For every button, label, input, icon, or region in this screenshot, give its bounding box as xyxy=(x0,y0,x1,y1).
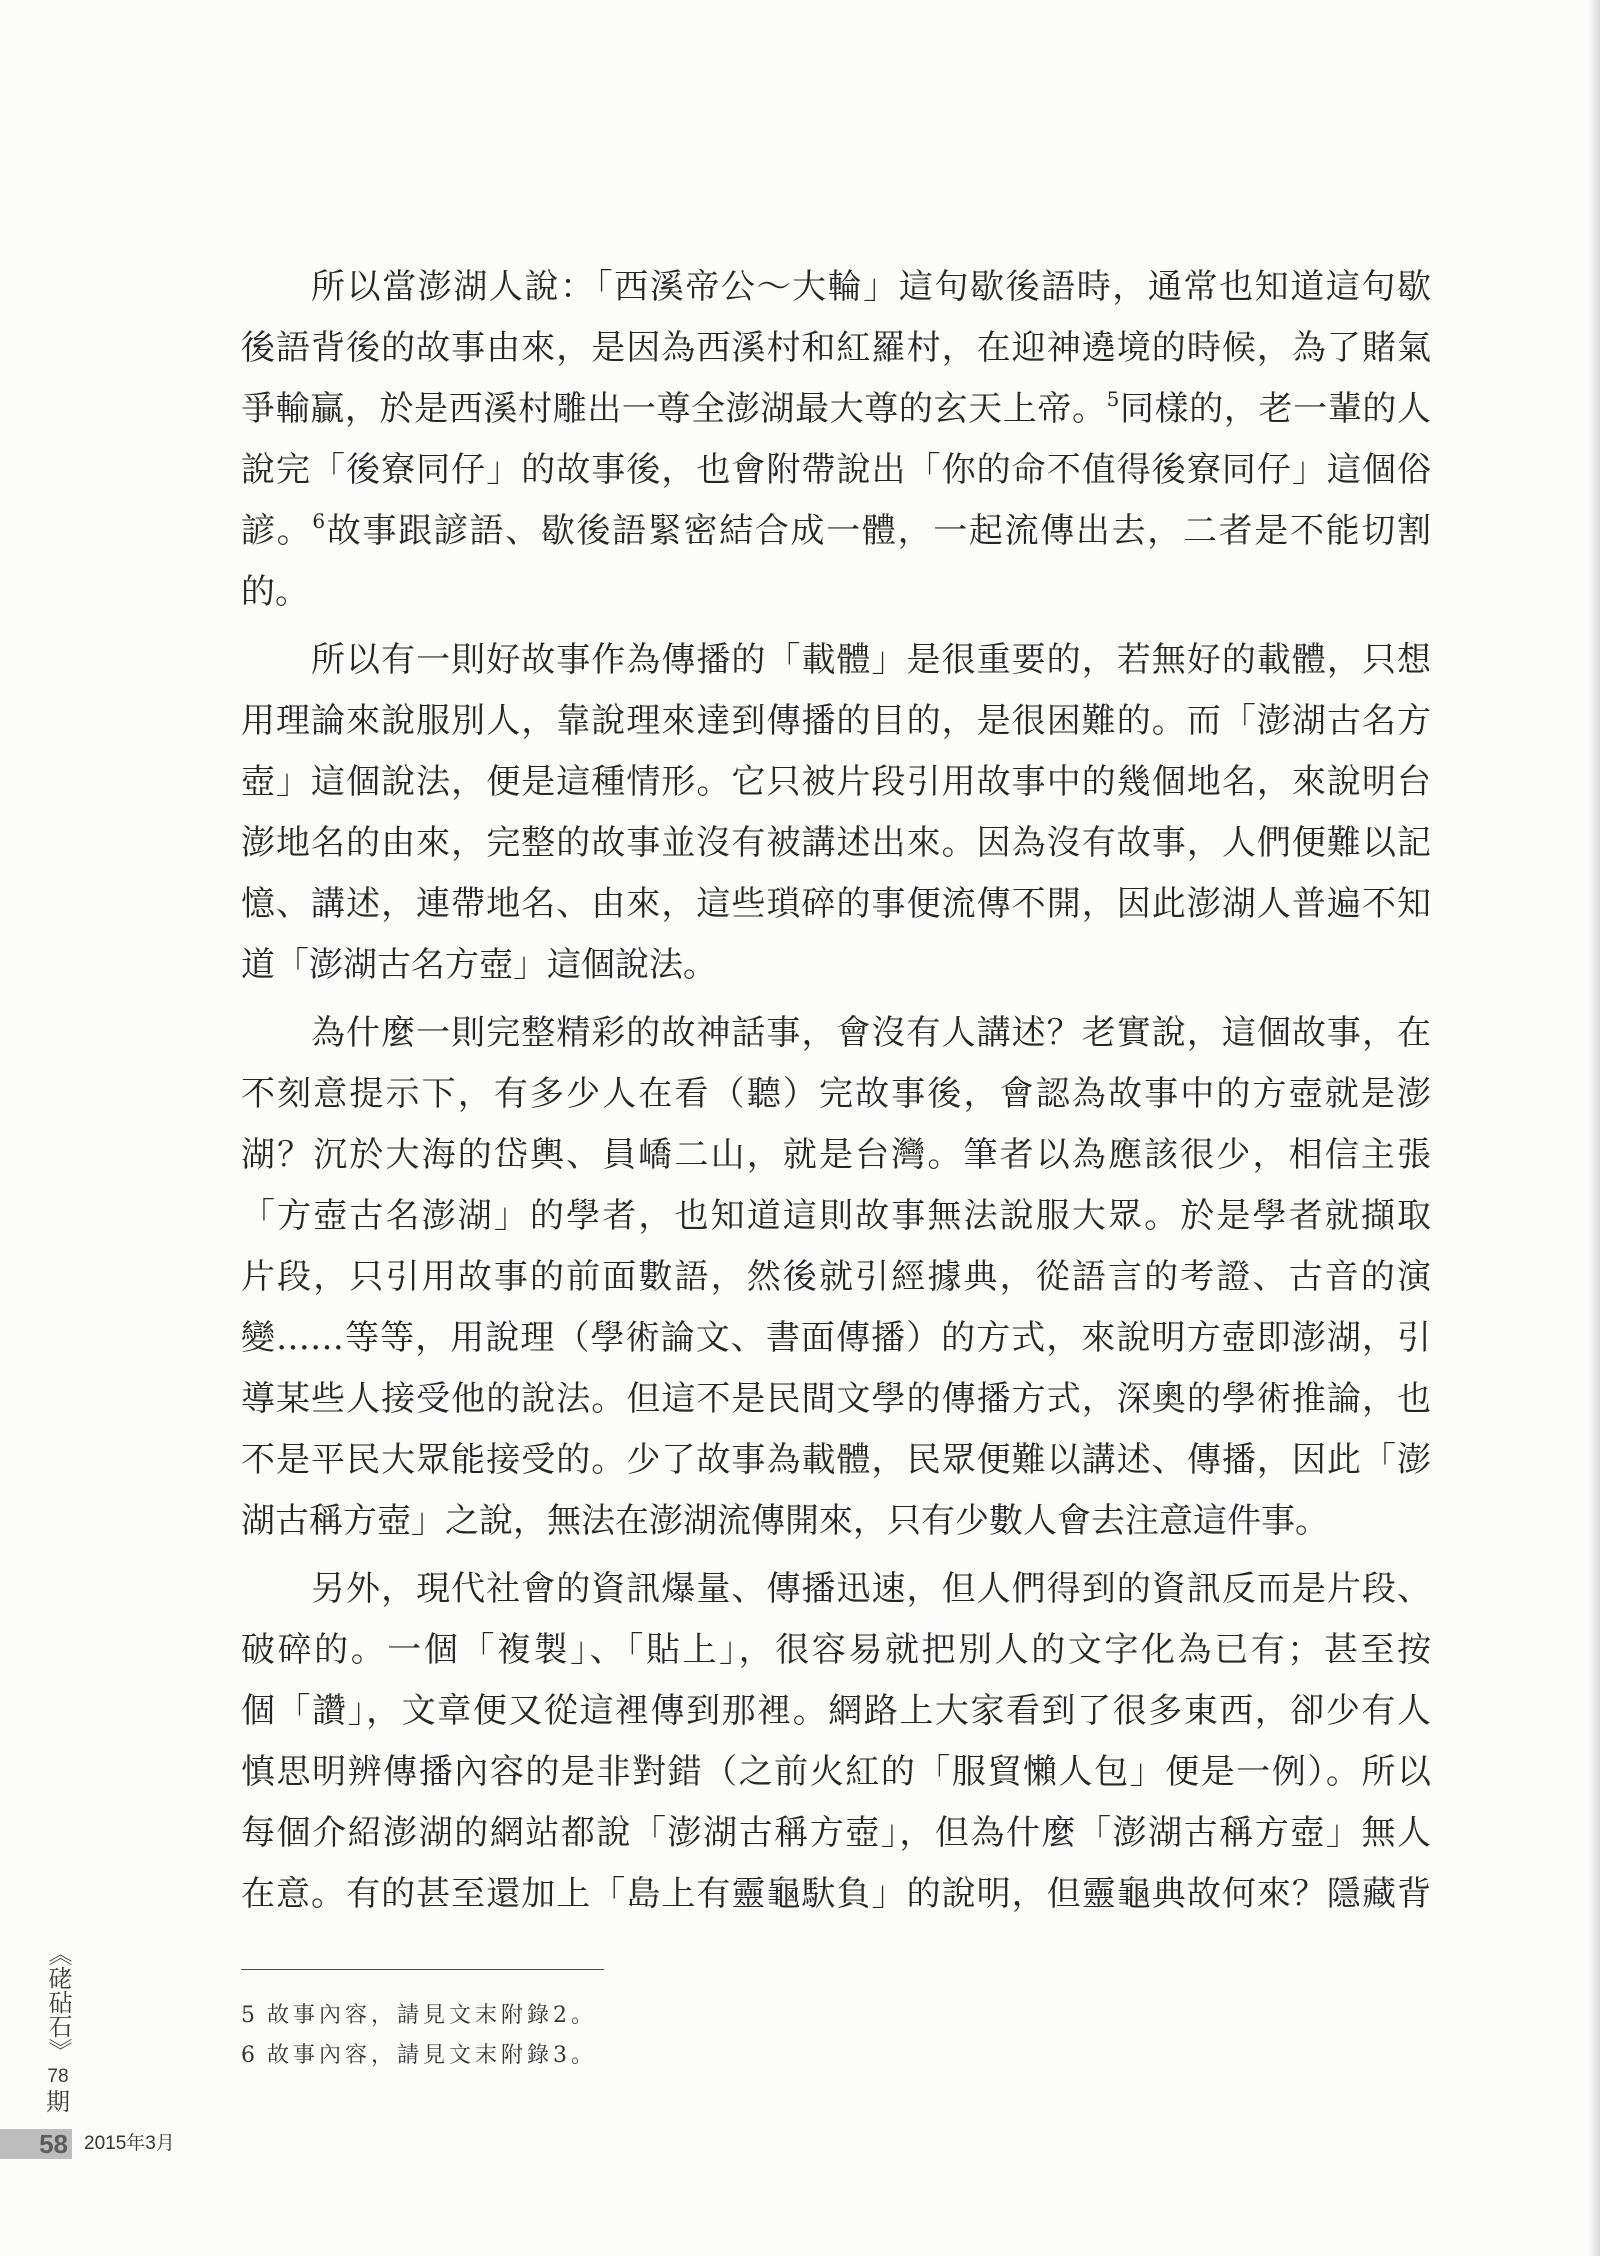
footnotes xyxy=(241,1996,841,2076)
text-line: 在意。有的甚至還加上「島上有靈龜馱負」的說明，但靈龜典故何來？隱藏背 xyxy=(241,1874,1431,1914)
text-line: 所以有一則好故事作為傳播的「載體」是很重要的，若無好的載體，只想 xyxy=(311,640,1431,680)
footnote-divider xyxy=(241,1969,604,1970)
footnote-text: 故事內容，請見文末附錄3。 xyxy=(267,2043,597,2068)
text-line: 變……等等，用說理（學術論文、書面傳播）的方式，來說明方壺即澎湖，引 xyxy=(241,1318,1431,1358)
footnote-ref-6: 6 xyxy=(312,509,326,533)
text-line: 另外，現代社會的資訊爆量、傳播迅速，但人們得到的資訊反而是片段、 xyxy=(311,1569,1431,1609)
page-number: 58 xyxy=(0,2129,72,2159)
footnote-number: 5 xyxy=(241,2003,259,2028)
text-segment: 同樣的，老一輩的人 xyxy=(1119,389,1431,429)
footnote-5 xyxy=(241,1996,841,2036)
text-line: 慎思明辨傳播內容的是非對錯（之前火紅的「服貿懶人包」便是一例）。所以 xyxy=(241,1752,1431,1792)
text-line: 道「澎湖古名方壺」這個說法。 xyxy=(241,945,717,985)
footnote-text: 故事內容，請見文末附錄2。 xyxy=(267,2003,597,2028)
issue-number: 78 xyxy=(47,2066,69,2087)
text-line: 後語背後的故事由來，是因為西溪村和紅羅村，在迎神遶境的時候，為了賭氣 xyxy=(241,328,1431,368)
scan-edge-shadow xyxy=(1588,0,1600,2256)
footnote-number: 6 xyxy=(241,2043,259,2068)
text-line: 不是平民大眾能接受的。少了故事為載體，民眾便難以講述、傳播，因此「澎 xyxy=(241,1440,1431,1480)
text-line: 澎地名的由來，完整的故事並沒有被講述出來。因為沒有故事，人們便難以記 xyxy=(241,823,1431,863)
text-line: 的。 xyxy=(241,572,309,612)
paragraph-1 xyxy=(241,257,1431,623)
footnote-6 xyxy=(241,2036,841,2076)
text-line: 壺」這個說法，便是這種情形。它只被片段引用故事中的幾個地名，來說明台 xyxy=(241,762,1431,802)
paragraph-2 xyxy=(241,630,1431,996)
text-segment: 故事跟諺語、歇後語緊密結合成一體，一起流傳出去，二者是不能切割 xyxy=(325,511,1431,551)
text-line: 每個介紹澎湖的網站都說「澎湖古稱方壺」，但為什麼「澎湖古稱方壺」無人 xyxy=(241,1813,1431,1853)
text-line: 導某些人接受他的說法。但這不是民間文學的傳播方式，深奧的學術推論，也 xyxy=(241,1379,1431,1419)
paragraph-4 xyxy=(241,1559,1431,1925)
paragraph-3 xyxy=(241,1003,1431,1552)
text-line: 個「讚」，文章便又從這裡傳到那裡。網路上大家看到了很多東西，卻少有人 xyxy=(241,1691,1431,1731)
text-line xyxy=(241,501,1431,562)
magazine-title: 《硓砧石》 xyxy=(44,1942,72,2062)
text-line: 破碎的。一個「複製」、「貼上」，很容易就把別人的文字化為已有；甚至按 xyxy=(241,1630,1431,1670)
text-line: 湖古稱方壺」之說，無法在澎湖流傳開來，只有少數人會去注意這件事。 xyxy=(241,1501,1329,1541)
text-line: 用理論來說服別人，靠說理來達到傳播的目的，是很困難的。而「澎湖古名方 xyxy=(241,701,1431,741)
text-line: 說完「後寮同仔」的故事後，也會附帶說出「你的命不值得後寮同仔」這個俗 xyxy=(241,450,1431,490)
text-segment: 爭輸贏，於是西溪村雕出一尊全澎湖最大尊的玄天上帝。 xyxy=(241,389,1107,429)
issue-suffix: 期 xyxy=(46,2088,70,2116)
text-line: 為什麼一則完整精彩的故神話事，會沒有人講述？老實說，這個故事，在 xyxy=(311,1013,1431,1053)
text-segment: 諺。 xyxy=(241,511,313,551)
text-line: 「方壺古名澎湖」的學者，也知道這則故事無法說服大眾。於是學者就擷取 xyxy=(241,1196,1431,1236)
text-line: 湖？沉於大海的岱輿、員嶠二山，就是台灣。筆者以為應該很少，相信主張 xyxy=(241,1135,1431,1175)
text-line: 不刻意提示下，有多少人在看（聽）完故事後，會認為故事中的方壺就是澎 xyxy=(241,1074,1431,1114)
text-line: 憶、講述，連帶地名、由來，這些瑣碎的事便流傳不開，因此澎湖人普遍不知 xyxy=(241,884,1431,924)
footnote-ref-5: 5 xyxy=(1106,387,1120,411)
issue-date: 2015年3月 xyxy=(84,2133,175,2154)
text-line: 所以當澎湖人說：「西溪帝公～大輪」這句歇後語時，通常也知道這句歇 xyxy=(311,267,1431,307)
text-line: 片段，只引用故事的前面數語，然後就引經據典，從語言的考證、古音的演 xyxy=(241,1257,1431,1297)
article-body xyxy=(241,257,1431,1932)
text-line xyxy=(241,379,1431,440)
magazine-sidebar xyxy=(44,1942,72,2116)
